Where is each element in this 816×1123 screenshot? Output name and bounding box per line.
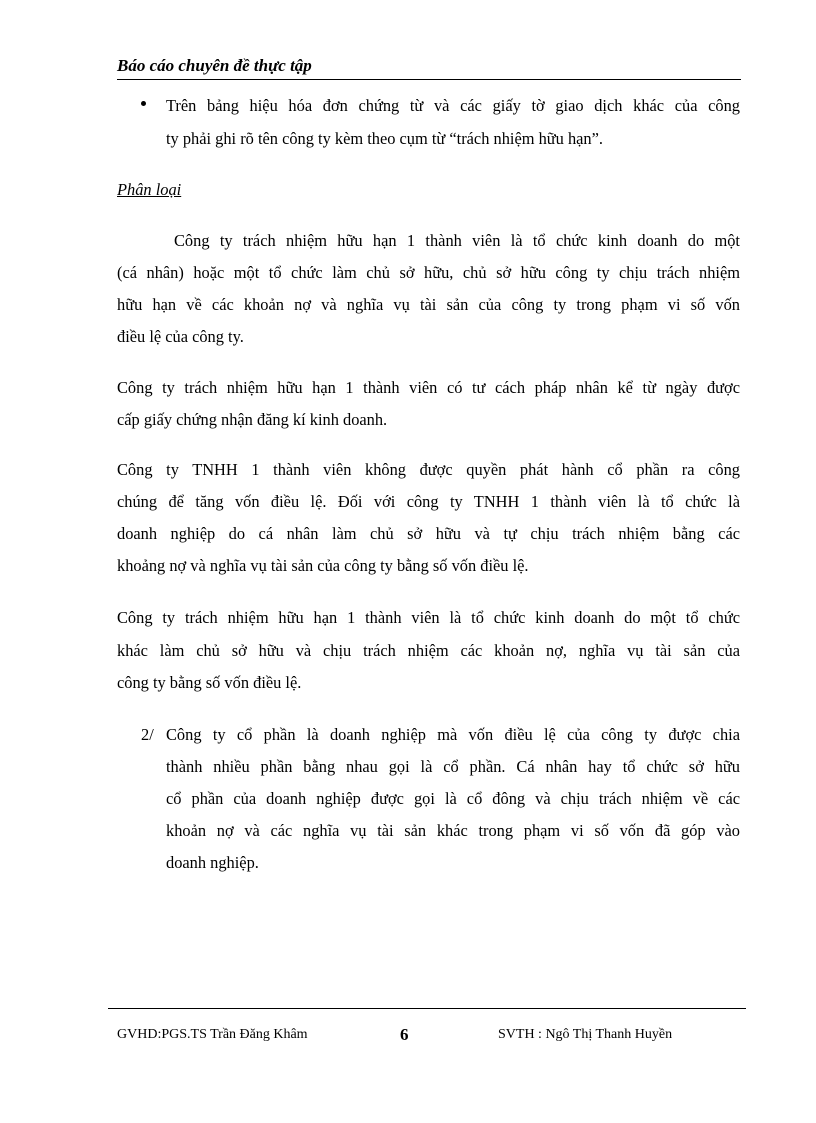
paragraph-line: Công ty trách nhiệm hữu hạn 1 thành viên là tổ chức kinh doanh do một tổ chức — [117, 608, 740, 627]
paragraph-line: công ty bằng số vốn điều lệ. — [117, 673, 302, 692]
item-line: cổ phần của doanh nghiệp được gọi là cổ đông và chịu trách nhiệm về các — [166, 789, 740, 808]
paragraph-line: Công ty trách nhiệm hữu hạn 1 thành viên có tư cách pháp nhân kể từ ngày được — [117, 378, 740, 397]
page-number: 6 — [400, 1025, 409, 1044]
item-line: Công ty cổ phần là doanh nghiệp mà vốn điều lệ của công ty được chia — [166, 725, 740, 744]
paragraph-line: hữu hạn về các khoản nợ và nghĩa vụ tài sản của công ty trong phạm vi số vốn — [117, 295, 740, 314]
paragraph-line: Công ty trách nhiệm hữu hạn 1 thành viên là tổ chức kinh doanh do một — [174, 231, 740, 250]
item-line: thành nhiều phần bằng nhau gọi là cổ phần. Cá nhân hay tổ chức sở hữu — [166, 757, 740, 776]
footer-student: SVTH : Ngô Thị Thanh Huyền — [498, 1027, 673, 1042]
paragraph-line: cấp giấy chứng nhận đăng kí kinh doanh. — [117, 410, 388, 429]
bullet-line: ty phải ghi rõ tên công ty kèm theo cụm từ “trách nhiệm hữu hạn”. — [166, 129, 603, 148]
bullet-icon — [141, 101, 146, 106]
footer-supervisor: GVHD:PGS.TS Trần Đăng Khâm — [117, 1027, 308, 1042]
item-line: doanh nghiệp. — [166, 853, 259, 872]
footer-divider — [108, 1008, 746, 1009]
paragraph-line: điều lệ của công ty. — [117, 327, 244, 346]
item-line: khoản nợ và các nghĩa vụ tài sản khác trong phạm vi số vốn đã góp vào — [166, 821, 740, 840]
item-number: 2/ — [141, 725, 154, 744]
paragraph-line: khoảng nợ và nghĩa vụ tài sản của công ty bằng số vốn điều lệ. — [117, 556, 529, 575]
paragraph-line: Công ty TNHH 1 thành viên không được quyền phát hành cổ phần ra công — [117, 460, 740, 479]
paragraph-line: (cá nhân) hoặc một tổ chức làm chủ sở hữu, chủ sở hữu công ty chịu trách nhiệm — [117, 263, 740, 282]
bullet-line: Trên bảng hiệu hóa đơn chứng từ và các giấy tờ giao dịch khác của công — [166, 96, 740, 115]
paragraph-line: doanh nghiệp do cá nhân làm chủ sở hữu và tự chịu trách nhiệm bằng các — [117, 524, 740, 543]
header-divider — [117, 79, 741, 80]
paragraph-line: chúng để tăng vốn điều lệ. Đối với công ty TNHH 1 thành viên là tổ chức là — [117, 492, 740, 511]
paragraph-line: khác làm chủ sở hữu và chịu trách nhiệm các khoản nợ, nghĩa vụ tài sản của — [117, 641, 740, 660]
section-label: Phân loại — [117, 180, 182, 199]
report-title: Báo cáo chuyên đề thực tập — [117, 56, 312, 75]
